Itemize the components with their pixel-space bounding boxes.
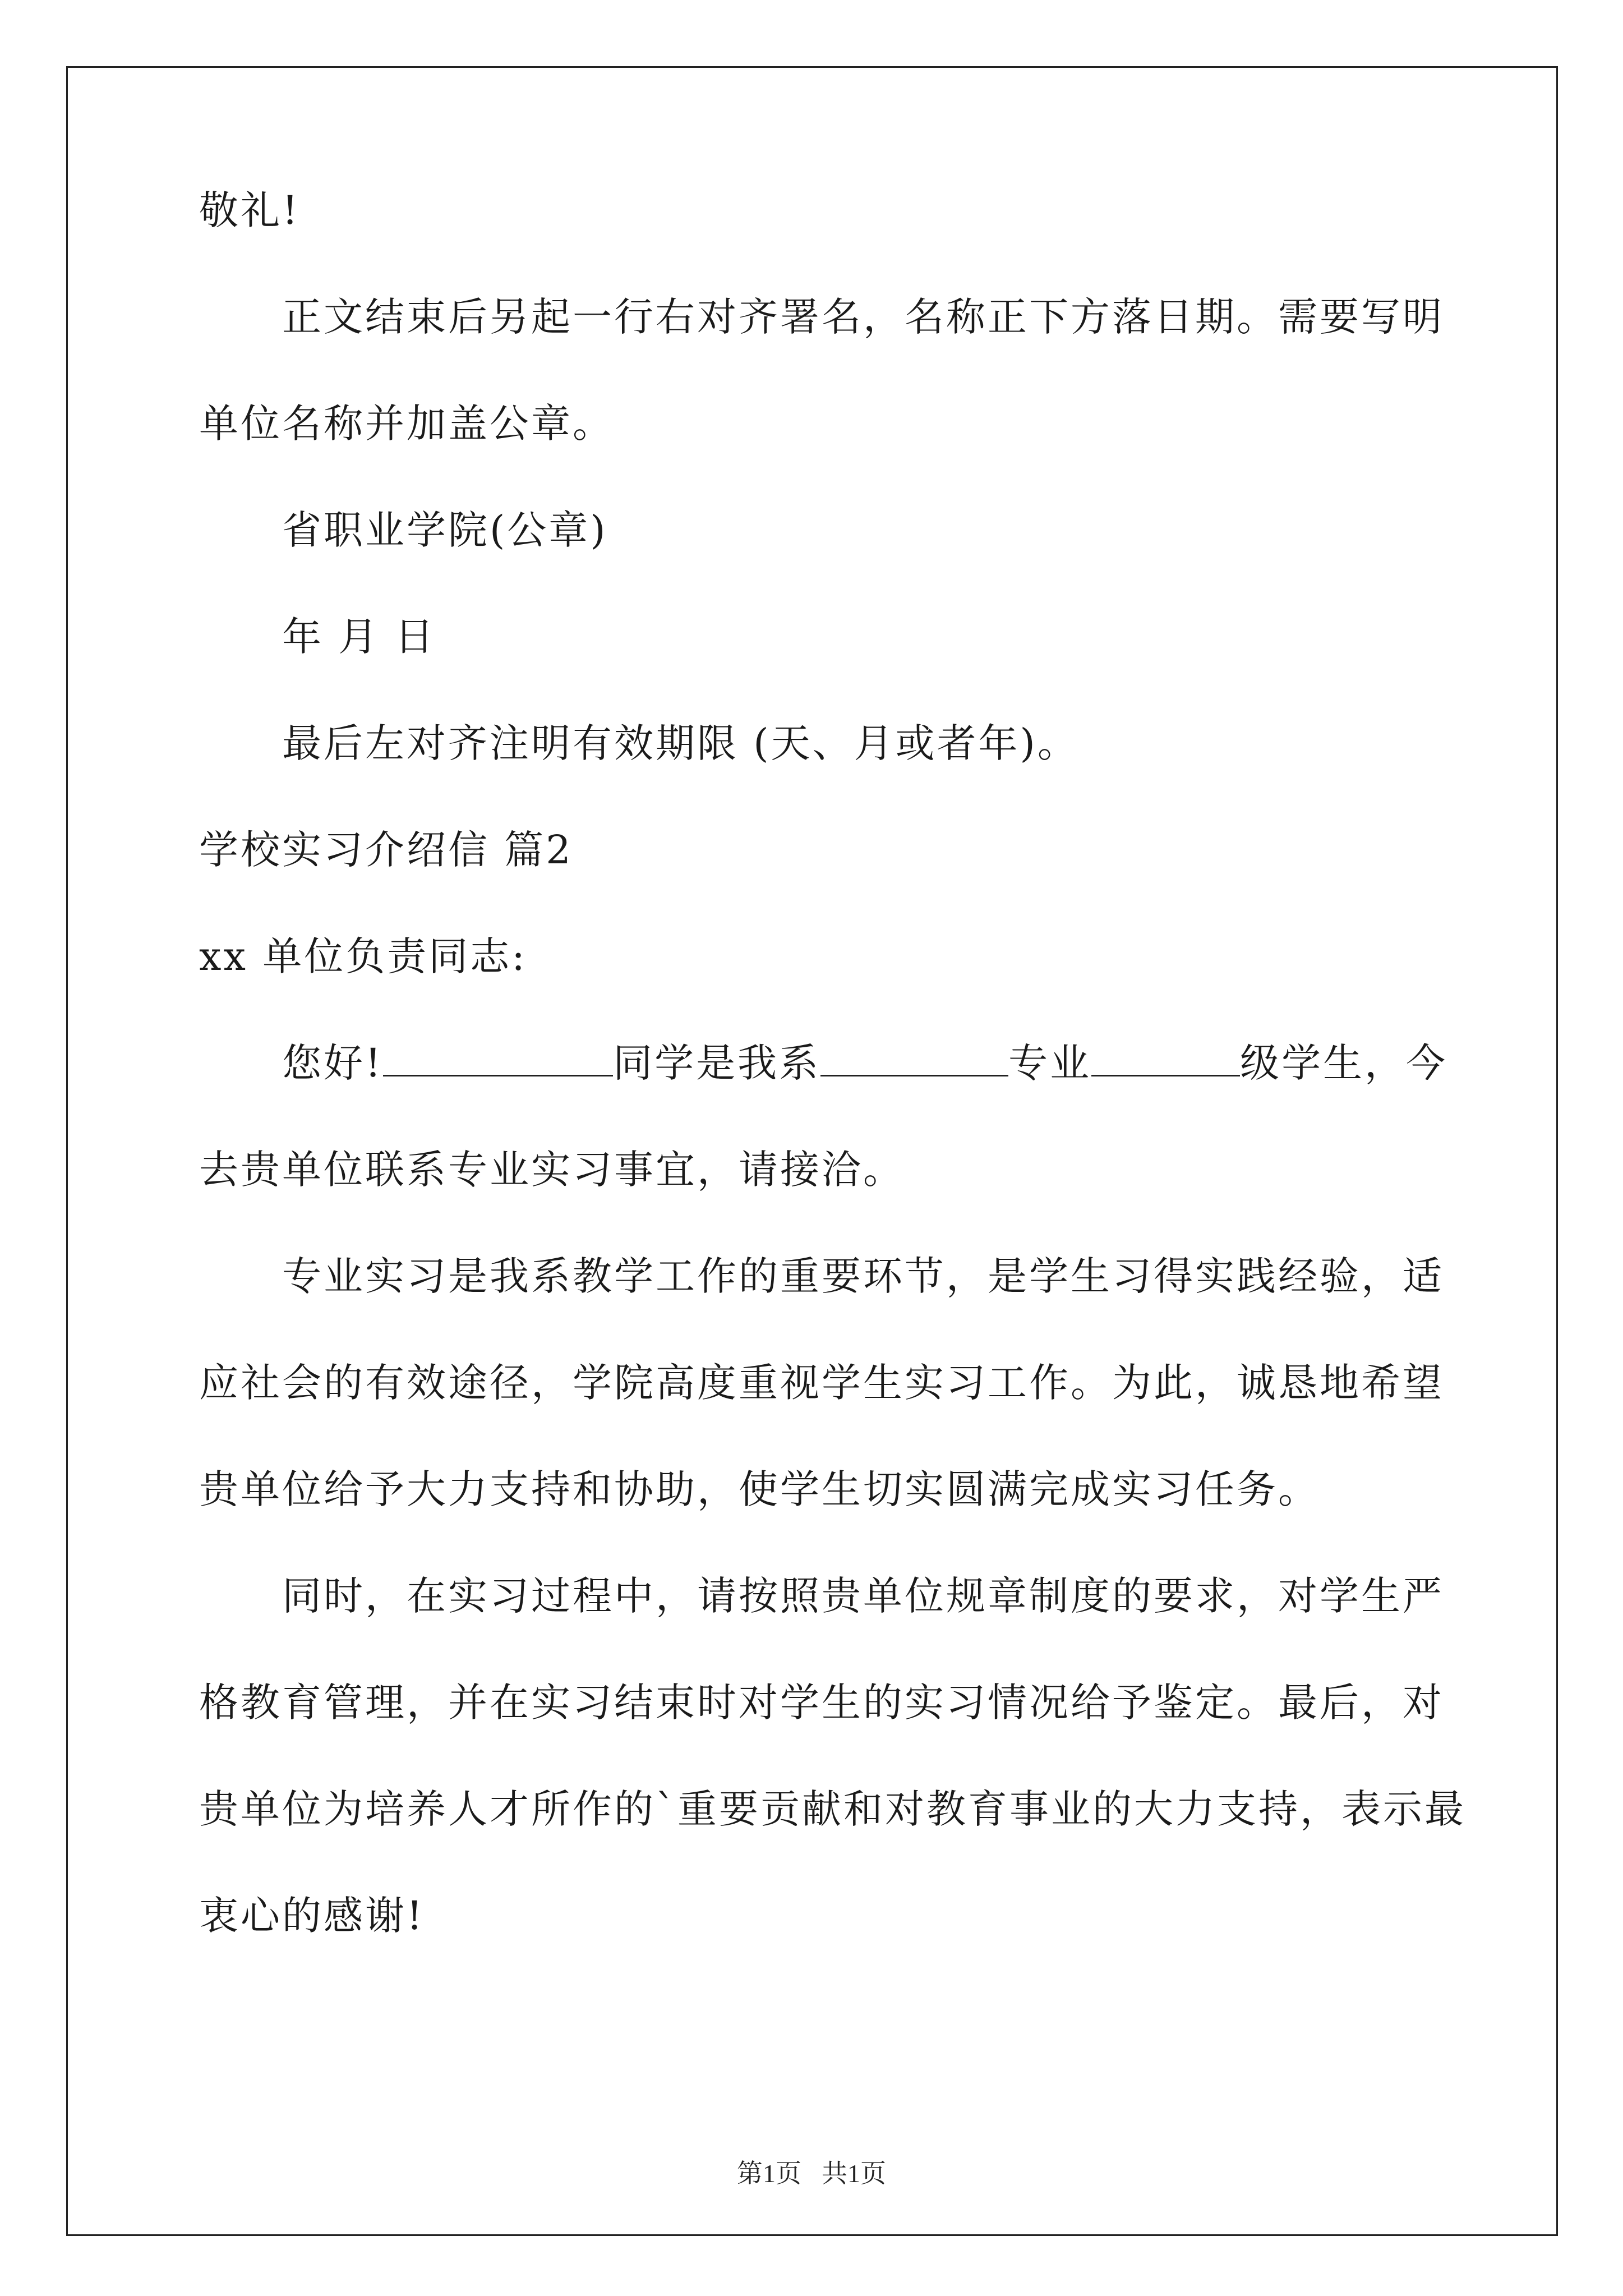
paragraph-line: 应社会的有效途径，学院高度重视学生实习工作。为此，诚恳地希望: [199, 1360, 1444, 1406]
paragraph-line-with-blanks: [282, 1038, 1447, 1088]
paragraph-line: 专业实习是我系教学工作的重要环节，是学生习得实践经验，适: [282, 1253, 1444, 1299]
paragraph-line: 贵单位给予大力支持和协助，使学生切实圆满完成实习任务。: [199, 1466, 1320, 1512]
page-footer: [0, 2157, 1623, 2191]
paragraph-line: 正文结束后另起一行右对齐署名，名称正下方落日期。需要写明: [282, 294, 1444, 340]
fill-text: 级学生，今: [1240, 1040, 1448, 1086]
section-heading: 学校实习介绍信 篇2: [199, 827, 573, 873]
paragraph-line: 最后左对齐注明有效期限 (天、月或者年)。: [282, 720, 1079, 766]
page-number: 第1页: [737, 2159, 801, 2188]
page-total: 共1页: [822, 2159, 886, 2188]
signature-date: 年 月 日: [282, 614, 436, 660]
fill-text: 专业: [1008, 1040, 1092, 1086]
grade-blank: [1091, 1040, 1240, 1076]
major-blank: [820, 1040, 1008, 1076]
fill-text: 同学是我系: [613, 1040, 821, 1086]
greeting-text: 您好!: [282, 1040, 384, 1086]
student-name-blank: [383, 1040, 613, 1076]
paragraph-line: 格教育管理，并在实习结束时对学生的实习情况给予鉴定。最后，对: [199, 1680, 1444, 1726]
paragraph-line: 同时，在实习过程中，请按照贵单位规章制度的要求，对学生严: [282, 1573, 1444, 1619]
signature-name: 省职业学院(公章): [282, 507, 608, 553]
paragraph-line: 贵单位为培养人才所作的`重要贡献和对教育事业的大力支持，表示最: [199, 1786, 1466, 1832]
letter-recipient: xx 单位负责同志:: [199, 933, 527, 979]
paragraph-line: 衷心的感谢!: [199, 1893, 425, 1939]
paragraph-line: 单位名称并加盖公章。: [199, 401, 614, 447]
paragraph-line: 去贵单位联系专业实习事宜，请接洽。: [199, 1147, 905, 1193]
closing-salutation: 敬礼!: [199, 187, 301, 233]
